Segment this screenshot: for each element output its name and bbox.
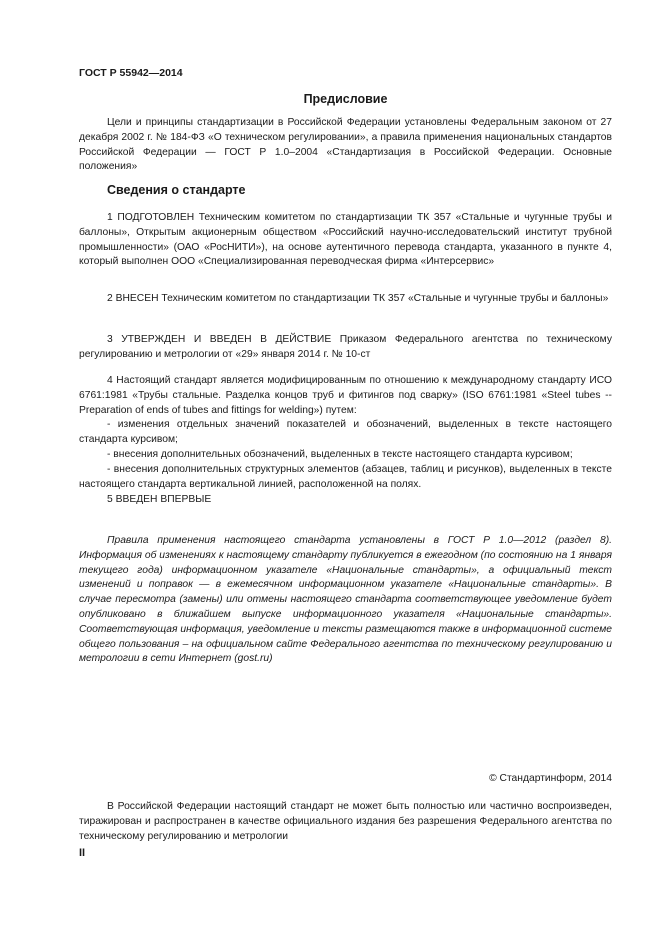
preface-paragraph (79, 116, 612, 175)
info-item-5-text: 5 ВВЕДЕН ВПЕРВЫЕ (107, 494, 212, 505)
reproduction-notice (79, 800, 612, 844)
page-number: II (79, 847, 86, 859)
rules-text: Правила применения настоящего стандарта установлены в ГОСТ Р 1.0—2012 (раздел 8). Информация об изменениях к настоящему стандарту публикуется в ежегодном (по состоянию на 1 января текущего года) информационном указателе «Национальные стандарты», а официальный текст изменений и поправок — в ежемесячном информационном указателе «Национальные стандарты». В случае пересмотра (замены) или отмены настоящего стандарта соответствующее уведомление будет опубликовано в ближайшем выпуске информационного указателя «Национальные стандарты». Соответствующая информация, уведомление и тексты размещаются также в информационной системе общего пользования – на официальном сайте Федерального агентства по техническому регулированию и метрологии в сети Интернет (gost.ru) (79, 535, 612, 665)
info-item-2 (79, 292, 612, 307)
copyright: © Стандартинформ, 2014 (489, 773, 612, 784)
document-header: ГОСТ Р 55942—2014 (79, 67, 183, 79)
info-item-3 (79, 333, 612, 363)
info-item-4-bullet: - внесения дополнительных структурных элементов (абзацев, таблиц и рисунков), выделенных в тексте настоящего стандарта вертикальной линией, расположенной на полях. (79, 463, 612, 490)
info-item-2-text: 2 ВНЕСЕН Техническим комитетом по стандартизации ТК 357 «Стальные и чугунные трубы и баллоны» (107, 293, 609, 304)
info-item-4-bullet: - внесения дополнительных обозначений, выделенных в тексте настоящего стандарта курсивом; (107, 448, 573, 460)
preface-text: Цели и принципы стандартизации в Российской Федерации установлены Федеральным законом от 27 декабря 2002 г. № 184-ФЗ «О техническом регулировании», а правила применения национальных стандартов Российской Федерации — ГОСТ Р 1.0–2004 «Стандартизация в Российской Федерации. Основные положения» (79, 117, 612, 173)
info-item-5 (79, 493, 612, 508)
info-item-4 (79, 374, 612, 492)
info-item-1-text: 1 ПОДГОТОВЛЕН Техническим комитетом по стандартизации ТК 357 «Стальные и чугунные трубы и баллоны», Открытым акционерным обществом «Российский научно-исследовательский институт трубной промышленности» (ОАО «РосНИТИ»), на основе аутентичного перевода стандарта, указанного в пункте 4, который выполнен ООО «Специализированная переводческая фирма «Интерсервис» (79, 212, 612, 268)
info-title: Сведения о стандарте (107, 183, 246, 197)
reproduction-notice-text: В Российской Федерации настоящий стандарт не может быть полностью или частично воспроизведен, тиражирован и распространен в качестве официального издания без разрешения Федерального агентства по техническому регулированию и метрологии (79, 801, 612, 842)
info-item-4-intro: 4 Настоящий стандарт является модифицированным по отношению к международному стандарту ИСО 6761:1981 «Трубы стальные. Разделка концов труб и фитингов под сварку» (ISO 6761:1981 «Steel tubes -- Preparation of ends of tubes and fittings for welding») путем: (79, 375, 612, 416)
info-item-4-bullet: - изменения отдельных значений показателей и обозначений, выделенных в тексте настоящего стандарта курсивом; (79, 419, 612, 446)
preface-title: Предисловие (303, 92, 388, 106)
info-item-1 (79, 211, 612, 270)
info-item-3-text: 3 УТВЕРЖДЕН И ВВЕДЕН В ДЕЙСТВИЕ Приказом Федерального агентства по техническому регулированию и метрологии от «29» января 2014 г. № 10-ст (79, 334, 612, 360)
rules-paragraph (79, 534, 612, 667)
